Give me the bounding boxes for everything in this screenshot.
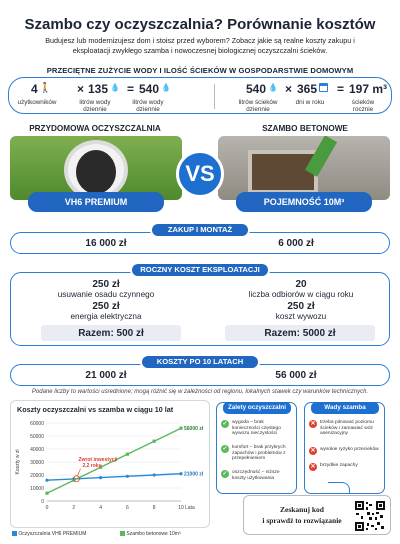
card-left-product: VH6 PREMIUM bbox=[28, 192, 164, 212]
pros-item-text: oszczędność – niższe koszty użytkowania bbox=[232, 470, 280, 481]
qr-box[interactable] bbox=[243, 495, 391, 535]
cost-chart bbox=[11, 415, 211, 525]
water-drop-icon: 💧 bbox=[268, 83, 278, 92]
y-tick-label: 60000 bbox=[30, 420, 44, 427]
multiply-sign: × bbox=[77, 82, 85, 96]
operation-left-b: 250 zł bbox=[92, 301, 120, 312]
usage-sewage-label: litrów ścieków dziennie bbox=[238, 99, 278, 113]
x-tick-label: 8 bbox=[152, 505, 156, 511]
septic-tank-photo bbox=[218, 136, 390, 200]
legend-oczyszczalnia bbox=[12, 531, 86, 537]
vs-badge: VS bbox=[176, 150, 224, 198]
usage-yearly-value: 197 m³ bbox=[349, 82, 388, 96]
usage-daily-label: litrów wody dziennie bbox=[132, 99, 164, 113]
legend-swatch-oczyszczalnia bbox=[12, 531, 17, 536]
tenyears-right-value: 56 000 zł bbox=[275, 370, 317, 381]
x-tick-label: 6 bbox=[126, 505, 129, 511]
operation-header: ROCZNY KOSZT EKSPLOATACJI bbox=[130, 262, 270, 278]
operation-left-b-label: energia elektryczna bbox=[70, 312, 142, 321]
check-icon: ✓ bbox=[222, 471, 228, 477]
annotation-oczyszczalnia-end: 21000 zł bbox=[184, 471, 204, 478]
x-icon: ✕ bbox=[310, 421, 316, 427]
cons-panel bbox=[304, 402, 385, 494]
purchase-right-value: 6 000 zł bbox=[278, 238, 314, 249]
qr-line1: Zeskanuj kod bbox=[280, 505, 324, 514]
water-drop-icon: 💧 bbox=[110, 83, 120, 92]
x-axis-label: Lata bbox=[185, 505, 195, 511]
annotation-breakeven-line1: Zwrot inwestycji bbox=[78, 456, 118, 463]
y-tick-label: 50000 bbox=[30, 433, 44, 440]
pros-item-text: komfort – brak przykrych zapachów i problemów z przepełnieniem bbox=[232, 445, 286, 462]
x-icon: ✕ bbox=[310, 448, 316, 454]
check-icon: ✓ bbox=[222, 421, 228, 427]
usage-users-label: użytkowników bbox=[17, 99, 57, 106]
usage-water-label: litrów wody dziennie bbox=[79, 99, 111, 113]
page-title: Szambo czy oczyszczalnia? Porównanie kosztów bbox=[24, 16, 376, 33]
treatment-plant-photo bbox=[10, 136, 182, 200]
usage-sewage-value: 540 bbox=[246, 82, 267, 96]
tenyears-header: KOSZTY PO 10 LATACH bbox=[140, 354, 260, 370]
data-point-szambo bbox=[126, 453, 129, 456]
footnote: Podane liczby to wartości uśrednione; mogą różnić się w zależności od regionu, lokalnych stawek czy warunków technicznych. bbox=[31, 389, 369, 395]
legend-label-szambo: Szambo betonowe 10m³ bbox=[126, 531, 181, 537]
y-tick-label: 40000 bbox=[30, 446, 44, 453]
y-tick-label: 30000 bbox=[30, 459, 44, 466]
check-icon: ✓ bbox=[222, 446, 228, 452]
x-tick-label: 4 bbox=[99, 505, 102, 511]
y-tick-label: 10000 bbox=[30, 485, 44, 492]
multiply-sign: × bbox=[285, 82, 293, 96]
usage-water-value: 135 bbox=[88, 82, 109, 96]
cons-item-text: brzydkie zapachy bbox=[320, 463, 358, 468]
series-line-oczyszczalnia bbox=[47, 474, 181, 481]
x-tick-label: 0 bbox=[45, 505, 49, 511]
data-point-oczyszczalnia bbox=[126, 475, 129, 478]
card-right-product: POJEMNOŚĆ 10M³ bbox=[236, 192, 372, 212]
x-tick-label: 10 bbox=[178, 505, 184, 511]
pros-panel bbox=[216, 402, 297, 494]
pros-item-text: wygoda – brak konieczności częstego wywozu nieczystości bbox=[232, 420, 281, 437]
purchase-header: ZAKUP I MONTAŻ bbox=[150, 222, 250, 238]
water-drop-icon: 💧 bbox=[161, 83, 171, 92]
scan-hint-icon bbox=[328, 482, 350, 494]
equals-sign: = bbox=[337, 82, 345, 96]
card-right-title: SZAMBO BETONOWE bbox=[262, 124, 348, 133]
annotation-breakeven-line2: 2,2 roku bbox=[82, 462, 102, 469]
card-left-title: PRZYDOMOWA OCZYSZCZALNIA bbox=[29, 124, 161, 133]
y-axis-label: Koszty w zł bbox=[15, 449, 21, 475]
cost-chart-box bbox=[10, 400, 210, 528]
legend-szambo bbox=[120, 531, 181, 537]
y-tick-label: 0 bbox=[41, 498, 44, 505]
cons-item-text: wysokie ryzyko przecieków bbox=[320, 447, 379, 452]
data-point-szambo bbox=[153, 440, 156, 443]
divider bbox=[214, 84, 215, 109]
chart-title: Koszty oczyszczalni vs szamba w ciągu 10 lat bbox=[17, 405, 174, 414]
calendar-icon bbox=[319, 83, 328, 92]
operation-left-a: 250 zł bbox=[92, 279, 120, 290]
intro-text: Budujesz lub modernizujesz dom i stoisz przed wyborem? Zobacz jakie są realne koszty zakupu i eksploatacji zwykłego szamba i nowoczesnej biologicznej oczyszczalni ścieków. bbox=[45, 36, 355, 55]
usage-days-value: 365 bbox=[297, 82, 318, 96]
pros-header: Zalety oczyszczalni bbox=[223, 402, 291, 414]
y-tick-label: 20000 bbox=[30, 472, 44, 479]
cons-item-text: trzeba pilnować poziomu ścieków i zamawiać wóz asenizacyjny bbox=[320, 420, 374, 437]
usage-users-value: 4 bbox=[31, 82, 38, 96]
operation-right-b-label: koszt wywozu bbox=[275, 312, 327, 321]
operation-left-a-label: usuwanie osadu czynnego bbox=[57, 290, 155, 299]
usage-days-label: dni w roku bbox=[295, 99, 325, 106]
tenyears-left-value: 21 000 zł bbox=[85, 370, 127, 381]
usage-subtitle: PRZECIĘTNE ZUŻYCIE WODY I ILOŚĆ ŚCIEKÓW W GOSPODARSTWIE DOMOWYM bbox=[46, 66, 354, 75]
data-point-oczyszczalnia bbox=[153, 473, 156, 476]
x-icon: ✕ bbox=[310, 464, 316, 470]
usage-panel bbox=[8, 77, 392, 114]
annotation-szambo-end: 56000 zł bbox=[184, 426, 204, 433]
operation-band bbox=[10, 272, 390, 346]
operation-left-total: Razem: 500 zł bbox=[78, 328, 144, 339]
usage-daily-value: 540 bbox=[139, 82, 160, 96]
data-point-oczyszczalnia bbox=[179, 472, 182, 475]
data-point-oczyszczalnia bbox=[45, 479, 48, 482]
operation-right-total: Razem: 5000 zł bbox=[264, 328, 336, 339]
x-tick-label: 2 bbox=[72, 505, 76, 511]
operation-right-a-label: liczba odbiorów w ciągu roku bbox=[248, 290, 354, 299]
legend-swatch-szambo bbox=[120, 531, 125, 536]
data-point-szambo bbox=[45, 492, 48, 495]
cons-header: Wady szamba bbox=[311, 402, 379, 414]
operation-right-a: 20 bbox=[295, 279, 307, 290]
legend-label-oczyszczalnia: Oczyszczalnia VH6 PREMIUM bbox=[18, 531, 87, 537]
data-point-oczyszczalnia bbox=[99, 476, 102, 479]
usage-yearly-label: ścieków rocznie bbox=[351, 99, 375, 113]
purchase-left-value: 16 000 zł bbox=[85, 238, 127, 249]
equals-sign: = bbox=[127, 82, 135, 96]
data-point-szambo bbox=[179, 427, 182, 430]
qr-line2: i sprawdź to rozwiązanie bbox=[262, 516, 342, 525]
qr-code-icon[interactable] bbox=[355, 501, 385, 531]
person-icon: 🚶 bbox=[39, 83, 52, 94]
operation-right-b: 250 zł bbox=[287, 301, 315, 312]
